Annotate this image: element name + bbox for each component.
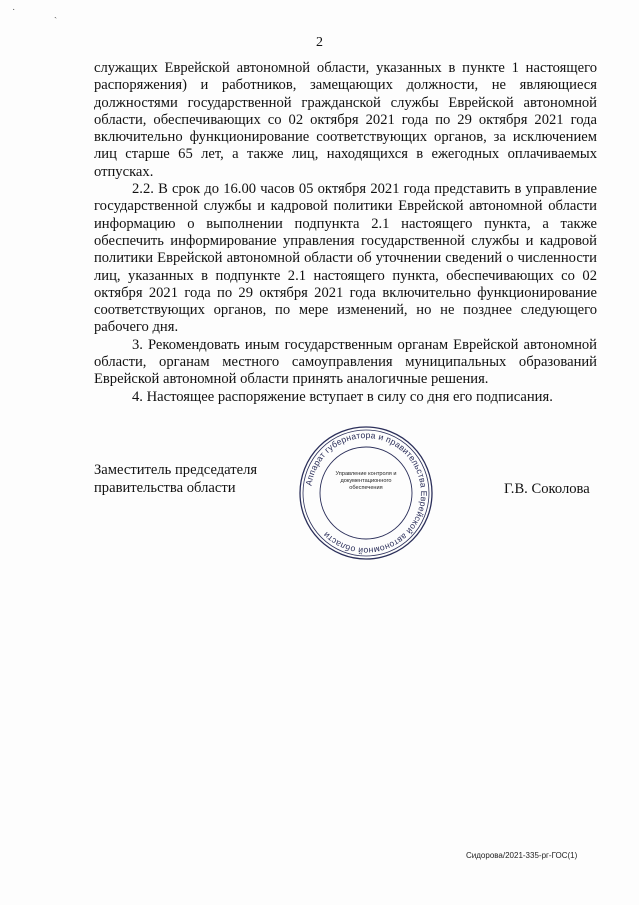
signer-title-line2: правительства области bbox=[94, 479, 236, 496]
paragraph-4: 4. Настоящее распоряжение вступает в силу со дня его подписания. bbox=[132, 388, 553, 405]
document-code: Сидорова/2021-335-рг-ГОС(1) bbox=[466, 851, 578, 860]
paragraph-continuation: служащих Еврейской автономной области, указанных в пункте 1 настоящего распоряжения) и работников, замещающих должности, не являющиеся должностями государственной гражданской службы Еврейской автономной области, обеспечивающих со 02 октября 2021 года по 29 октября 2021 года включительно функционирование соответствующих органов, за исключением лиц старше 65 лет, а также лиц, находящихся в ежегодных оплачиваемых отпусках. bbox=[94, 60, 597, 180]
seal-graphic bbox=[296, 423, 436, 563]
seal-inner-line3: обеспечения bbox=[349, 485, 383, 491]
scan-specks: ˙ ˏ bbox=[12, 8, 76, 19]
seal-inner-ring bbox=[320, 447, 412, 539]
paragraph-3: 3. Рекомендовать иным государственным органам Еврейской автономной области, органам местного самоуправления муниципальных образований Еврейской автономной области принять аналогичные решения. bbox=[94, 336, 597, 388]
seal-inner-line2: документационного bbox=[340, 478, 392, 484]
official-seal bbox=[296, 423, 436, 563]
seal-ring-text: Аппарат губернатора и правительства Еврейской автономной области bbox=[303, 429, 430, 557]
signer-title bbox=[94, 462, 294, 497]
document-body bbox=[94, 60, 597, 406]
seal-inner-text bbox=[334, 471, 398, 492]
page-number: 2 bbox=[316, 35, 323, 50]
paragraph-2-2: 2.2. В срок до 16.00 часов 05 октября 2021 года представить в управление государственной службы и кадровой политики Еврейской автономной области информацию о выполнении подпункта 2.1 настоящего пункта, а также обеспечить информирование управления государственной службы и кадровой политики Еврейской автономной области об уточнении сведений о численности лиц, указанных в подпункте 2.1 настоящего пункта, обеспечивающих со 02 октября 2021 года по 29 октября 2021 года включительно функционирование соответствующих органов, по мере изменений, но не позднее следующего рабочего дня. bbox=[94, 181, 597, 336]
seal-inner-line1: Управление контроля и bbox=[335, 471, 397, 477]
signer-name: Г.В. Соколова bbox=[504, 481, 590, 497]
signer-title-line1: Заместитель председателя bbox=[94, 462, 258, 478]
